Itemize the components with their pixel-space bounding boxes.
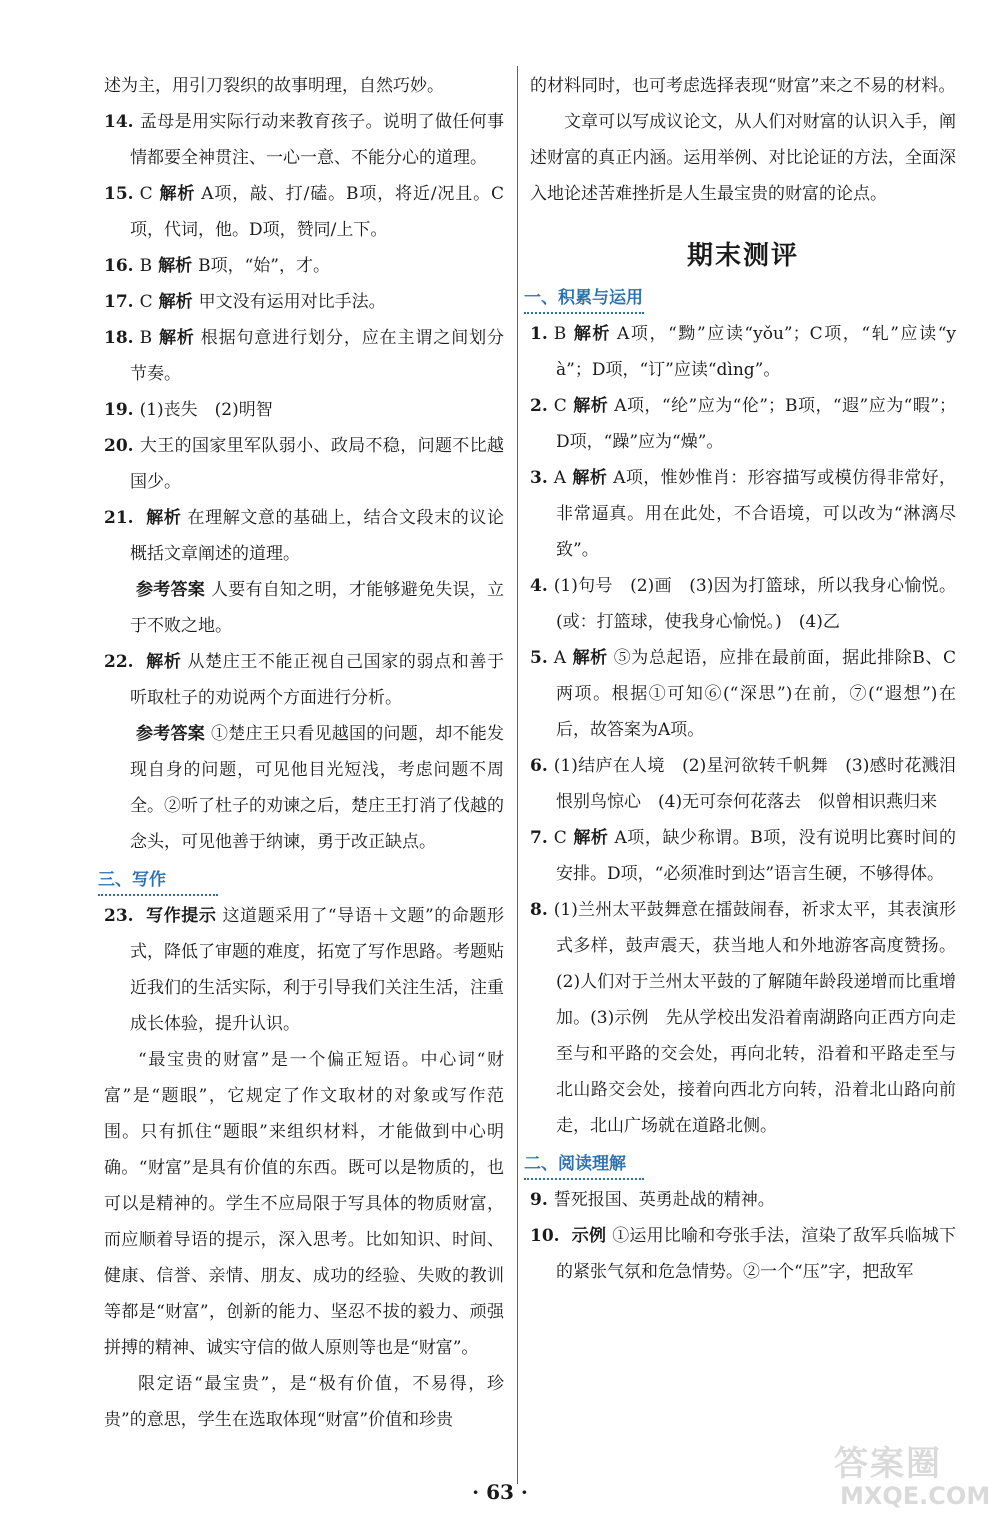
answer-text: 的材料同时，也可考虑选择表现“财富”来之不易的材料。	[530, 76, 956, 96]
answer-item	[530, 1218, 956, 1290]
answer-paragraph	[104, 1366, 504, 1438]
answer-text: (1)丧失 (2)明智	[139, 400, 273, 420]
keyword-label: 写作提示	[145, 906, 217, 926]
answer-choice: C	[553, 396, 567, 416]
question-number: 7.	[530, 828, 548, 848]
question-number: 9.	[530, 1190, 548, 1210]
answer-choice: B	[139, 328, 153, 348]
section-heading: 三、写作	[98, 866, 218, 896]
keyword-label: 参考答案	[136, 580, 205, 600]
answer-choice: A	[553, 468, 567, 488]
answer-choice: C	[139, 292, 153, 312]
answer-item	[530, 568, 956, 640]
keyword-label: 解析	[145, 652, 182, 672]
answer-text: 在理解文意的基础上，结合文段末的议论概括文章阐述的道理。	[130, 508, 505, 564]
answer-item	[104, 392, 504, 428]
answer-text: (1)句号 (2)画 (3)因为打篮球，所以我身心愉悦。(或：打篮球，使我身心愉悦。) (4)乙	[553, 576, 956, 632]
question-number: 21.	[104, 508, 134, 528]
answer-item	[530, 748, 973, 820]
answer-choice: B	[553, 324, 567, 344]
question-number: 10.	[530, 1226, 560, 1246]
answer-text: 文章可以写成议论文，从人们对财富的认识入手，阐述财富的真正内涵。运用举例、对比论证的方法，全面深入地论述苦难挫折是人生最宝贵的财富的论点。	[530, 112, 956, 204]
watermark	[830, 1436, 991, 1516]
section-heading: 一、积累与运用	[524, 284, 644, 314]
answer-text: 甲文没有运用对比手法。	[198, 292, 386, 312]
answer-item	[104, 176, 504, 248]
answer-paragraph	[104, 572, 504, 644]
answer-text: (1)结庐在人境 (2)星河欲转千帆舞 (3)感时花溅泪 恨别鸟惊心 (4)无可奈何花落去 似曾相识燕归来	[553, 756, 973, 812]
question-number: 1.	[530, 324, 548, 344]
answer-text: 根据句意进行划分，应在主谓之间划分节奏。	[130, 328, 504, 384]
question-number: 17.	[104, 292, 134, 312]
question-number: 18.	[104, 328, 134, 348]
answer-text: 从楚庄王不能正视自己国家的弱点和善于听取杜子的劝说两个方面进行分析。	[130, 652, 505, 708]
left-column	[98, 68, 505, 1438]
question-number: 3.	[530, 468, 548, 488]
question-number: 6.	[530, 756, 548, 776]
answer-text: 述为主，用引刀裂织的故事明理，自然巧妙。	[104, 76, 444, 96]
keyword-label: 解析	[572, 828, 609, 848]
keyword-label: 解析	[145, 508, 182, 528]
answer-item	[530, 460, 956, 568]
answer-choice: C	[553, 828, 567, 848]
page-number: · 63 ·	[472, 1480, 528, 1504]
answer-paragraph	[530, 68, 956, 104]
watermark-bottom: MXQE.COM	[840, 1482, 991, 1510]
answer-text: 限定语“最宝贵”，是“极有价值，不易得，珍贵”的意思，学生在选取体现“财富”价值和珍贵	[104, 1374, 504, 1430]
keyword-label: 解析	[572, 324, 612, 344]
keyword-label: 解析	[572, 468, 608, 488]
answer-text: (1)兰州太平鼓舞意在擂鼓闹春，祈求太平，其表演形式多样，鼓声震天，获当地人和外地游客高度赞扬。(2)人们对于兰州太平鼓的了解随年龄段递增而比重增加。(3)示例 先从学校出发沿着南湖路向正西方向走至与和平路的交会处，再向北转，沿着和平路走至与北山路交会处，接着向西北方向转，沿着北山路向前走，北山广场就在道路北侧。	[553, 900, 956, 1136]
answer-text: ⑤为总起语，应排在最前面，据此排除B、C两项。根据①可知⑥(“深思”)在前，⑦(“遐想”)在后，故答案为A项。	[556, 648, 957, 740]
answer-item	[530, 1182, 956, 1218]
question-number: 15.	[104, 184, 134, 204]
question-number: 23.	[104, 906, 134, 926]
answer-item	[530, 316, 956, 388]
answer-item	[104, 248, 504, 284]
answer-text: B项，“始”，才。	[198, 256, 330, 276]
answer-item	[104, 284, 504, 320]
keyword-label: 解析	[572, 396, 609, 416]
answer-item	[104, 898, 504, 1042]
answer-paragraph	[104, 1042, 504, 1366]
answer-text: 大王的国家里军队弱小、政局不稳，问题不比越国少。	[130, 436, 504, 492]
answer-item	[530, 388, 956, 460]
answer-text: A项，缺少称谓。B项，没有说明比赛时间的安排。D项，“必须准时到达”语言生硬，不够得体。	[556, 828, 956, 884]
keyword-label: 示例	[571, 1226, 607, 1246]
answer-text: A项，敲、打/磕。B项，将近/况且。C项，代词，他。D项，赞同/上下。	[130, 184, 505, 240]
answer-text: A项，惟妙惟肖：形容描写或模仿得非常好，非常逼真。用在此处，不合语境，可以改为“淋漓尽致”。	[556, 468, 956, 560]
answer-text: “最宝贵的财富”是一个偏正短语。中心词“财富”是“题眼”，它规定了作文取材的对象或写作范围。只有抓住“题眼”来组织材料，才能做到中心明确。“财富”是具有价值的东西。既可以是物质的，也可以是精神的。学生不应局限于写具体的物质财富，而应顺着导语的提示，深入思考。比如知识、时间、健康、信誉、亲情、朋友、成功的经验、失败的教训等都是“财富”，创新的能力、坚忍不拔的毅力、顽强拼搏的精神、诚实守信的做人原则等也是“财富”。	[104, 1050, 504, 1358]
answer-item	[530, 640, 956, 748]
answer-choice: B	[139, 256, 153, 276]
answer-choice: C	[139, 184, 153, 204]
column-divider	[517, 66, 518, 1484]
answer-item	[104, 500, 504, 572]
answer-item	[104, 428, 504, 500]
question-number: 8.	[530, 900, 548, 920]
keyword-label: 参考答案	[136, 724, 205, 744]
question-number: 2.	[530, 396, 548, 416]
question-number: 16.	[104, 256, 134, 276]
section-title: 期末测评	[686, 241, 799, 271]
keyword-label: 解析	[158, 328, 195, 348]
section-heading: 二、阅读理解	[524, 1150, 644, 1180]
answer-paragraph	[104, 68, 504, 104]
watermark-top: 答案圈	[834, 1444, 942, 1484]
question-number: 20.	[104, 436, 134, 456]
answer-text: 这道题采用了“导语＋文题”的命题形式，降低了审题的难度，拓宽了写作思路。考题贴近我们的生活实际，利于引导我们关注生活，注重成长体验，提升认识。	[130, 906, 505, 1034]
answer-text: 人要有自知之明，才能够避免失误，立于不败之地。	[130, 580, 504, 636]
answer-item	[104, 644, 504, 716]
right-column	[524, 68, 973, 1290]
answer-text: A项，“纶”应为“伦”；B项，“遐”应为“暇”；D项，“躁”应为“燥”。	[556, 396, 957, 452]
question-number: 19.	[104, 400, 134, 420]
question-number: 5.	[530, 648, 548, 668]
keyword-label: 解析	[158, 256, 193, 276]
answer-paragraph	[104, 716, 504, 860]
answer-text: A项，“黝”应读“yǒu”；C项，“轧”应读“yà”；D项，“订”应读“dìng”。	[556, 324, 957, 380]
question-number: 22.	[104, 652, 134, 672]
answer-text: ①楚庄王只看见越国的问题，却不能发现自身的问题，可见他目光短浅，考虑问题不周全。②听了杜子的劝谏之后，楚庄王打消了伐越的念头，可见他善于纳谏，勇于改正缺点。	[130, 724, 504, 852]
answer-item	[530, 892, 956, 1144]
answer-choice: A	[553, 648, 567, 668]
answer-text: 孟母是用实际行动来教育孩子。说明了做任何事情都要全神贯注、一心一意、不能分心的道理。	[130, 112, 504, 168]
answer-item	[104, 104, 504, 176]
answer-item	[530, 820, 956, 892]
answer-text: ①运用比喻和夸张手法，渲染了敌军兵临城下的紧张气氛和危急情势。②一个“压”字，把敌军	[556, 1226, 957, 1282]
question-number: 4.	[530, 576, 548, 596]
question-number: 14.	[104, 112, 134, 132]
keyword-label: 解析	[158, 184, 196, 204]
answer-paragraph	[530, 104, 956, 212]
keyword-label: 解析	[572, 648, 608, 668]
answer-item	[104, 320, 504, 392]
answer-text: 誓死报国、英勇赴战的精神。	[553, 1190, 775, 1210]
keyword-label: 解析	[158, 292, 193, 312]
